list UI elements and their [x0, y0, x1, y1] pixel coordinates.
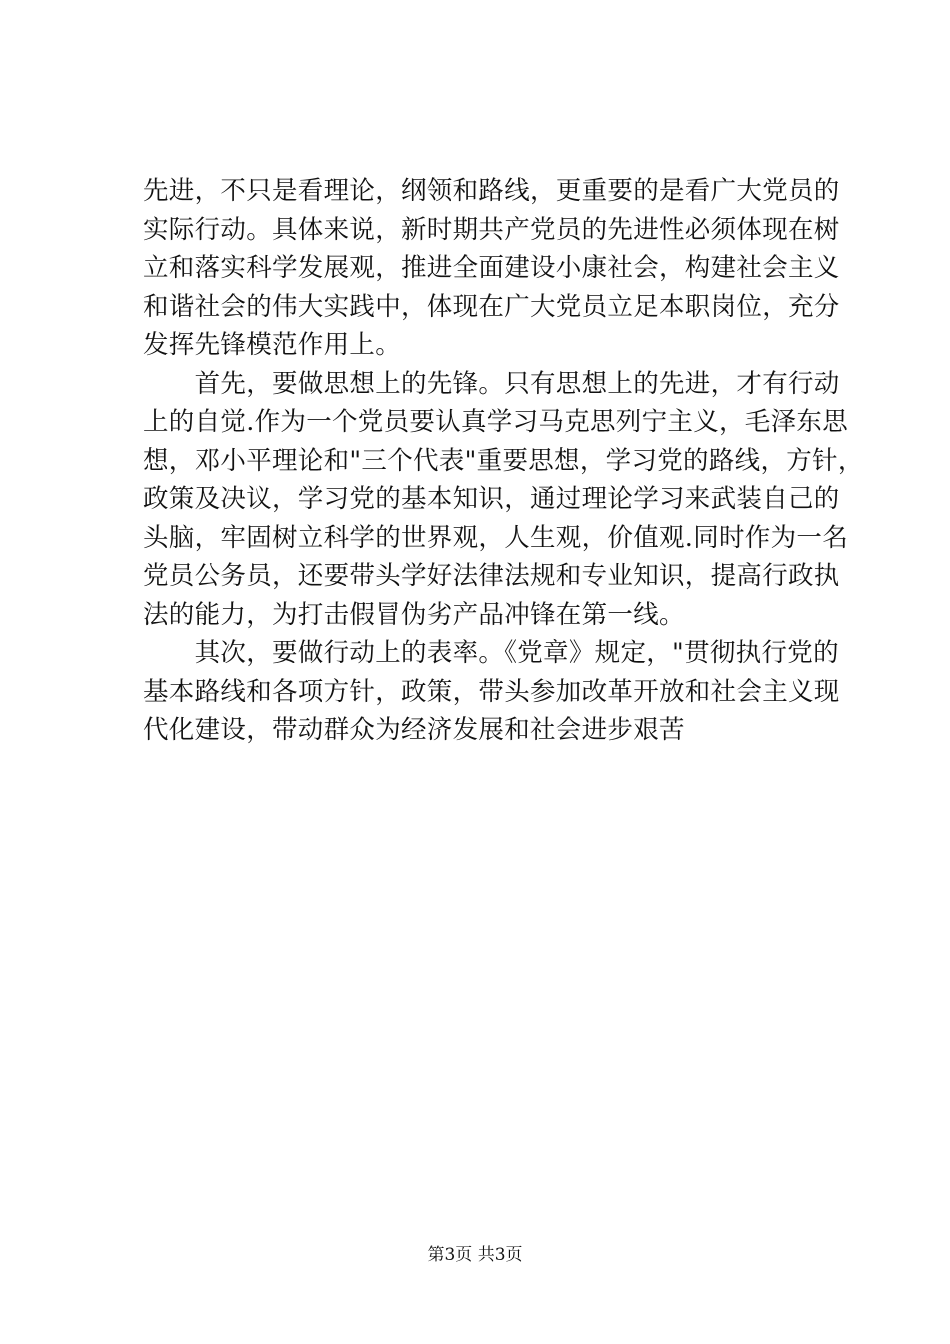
text-line: 法的能力，为打击假冒伪劣产品冲锋在第一线。 [143, 599, 685, 630]
text-line: 头脑，牢固树立科学的世界观，人生观，价值观.同时作为一名 [143, 522, 849, 553]
text-line: 想，邓小平理论和"三个代表"重要思想，学习党的路线，方针， [143, 445, 864, 476]
text-line: 先进，不只是看理论，纲领和路线，更重要的是看广大党员的 [143, 176, 840, 206]
text-line: 立和落实科学发展观，推进全面建设小康社会，构建社会主义 [143, 253, 840, 283]
text-line: 其次，要做行动上的表率。《党章》规定，"贯彻执行党的 [143, 638, 839, 668]
text-line: 党员公务员，还要带头学好法律法规和专业知识，提高行政执 [143, 561, 840, 591]
page-number-footer: 第3页 共3页 [427, 1245, 523, 1265]
text-line: 发挥先锋模范作用上。 [143, 330, 402, 360]
text-line: 首先，要做思想上的先锋。只有思想上的先进，才有行动 [143, 368, 840, 399]
text-line: 基本路线和各项方针，政策，带头参加改革开放和社会主义现 [143, 676, 840, 707]
text-line: 代化建设，带动群众为经济发展和社会进步艰苦 [143, 715, 685, 745]
text-line: 和谐社会的伟大实践中，体现在广大党员立足本职岗位，充分 [143, 291, 840, 322]
text-line: 上的自觉.作为一个党员要认真学习马克思列宁主义，毛泽东思 [143, 407, 849, 437]
text-line: 实际行动。具体来说，新时期共产党员的先进性必须体现在树 [143, 214, 840, 245]
body-text [143, 172, 864, 750]
text-line: 政策及决议，学习党的基本知识，通过理论学习来武装自己的 [143, 484, 840, 514]
